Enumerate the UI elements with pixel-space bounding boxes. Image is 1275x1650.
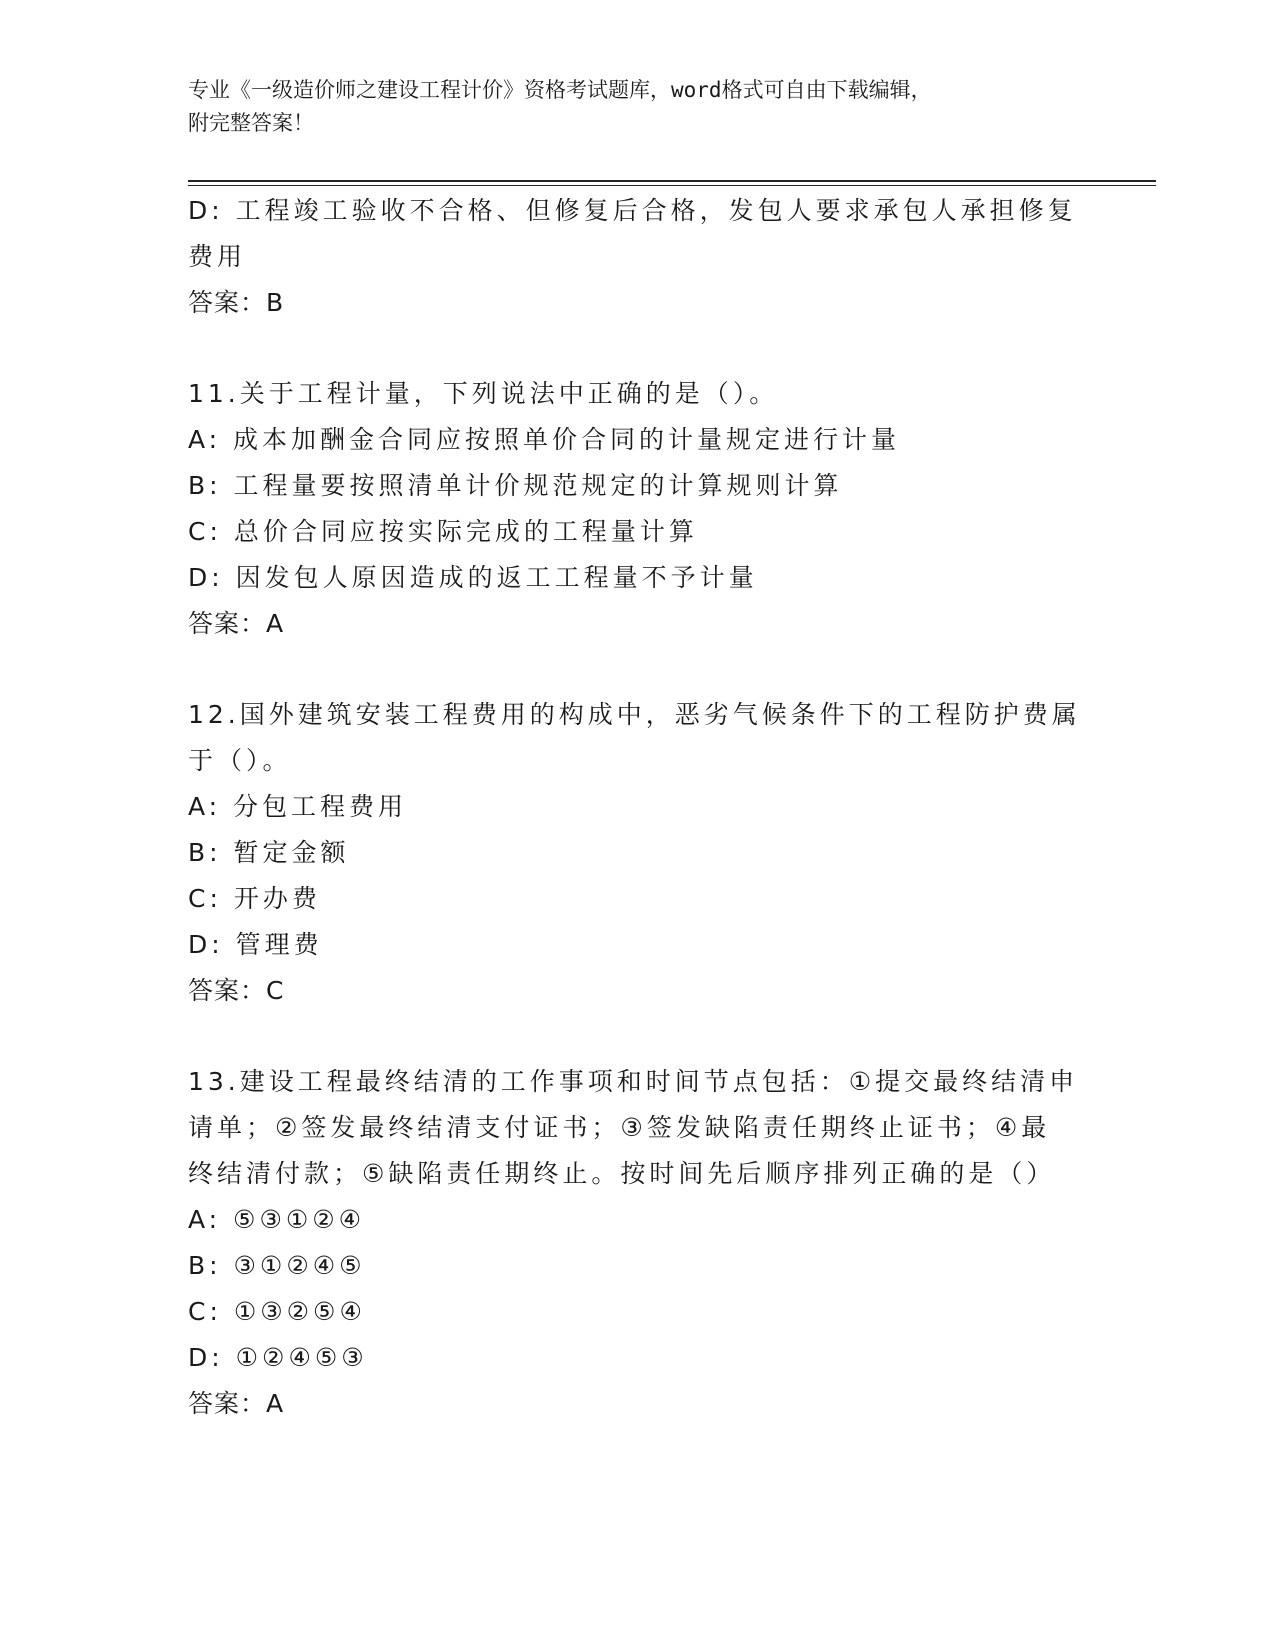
document-header bbox=[188, 74, 1088, 140]
option-d: D: 管理费 bbox=[188, 930, 323, 959]
question-11 bbox=[188, 371, 1088, 647]
header-line-2: 附完整答案！ bbox=[188, 111, 314, 135]
question-13 bbox=[188, 1059, 1088, 1427]
question-list bbox=[188, 188, 1088, 1427]
answer: 答案：A bbox=[188, 609, 285, 638]
question-text-continued: 请单；②签发最终结清支付证书；③签发缺陷责任期终止证书；④最 bbox=[188, 1113, 1051, 1142]
option-a: A: 成本加酬金合同应按照单价合同的计量规定进行计量 bbox=[188, 425, 901, 454]
question-text-continued: 终结清付款；⑤缺陷责任期终止。按时间先后顺序排列正确的是（） bbox=[188, 1159, 1056, 1188]
answer: 答案：A bbox=[188, 1389, 285, 1418]
option-c: C: 总价合同应按实际完成的工程量计算 bbox=[188, 517, 698, 546]
option-b: B: 工程量要按照清单计价规范规定的计算规则计算 bbox=[188, 471, 843, 500]
option-a: A: 分包工程费用 bbox=[188, 792, 408, 821]
question-text: 12.国外建筑安装工程费用的构成中，恶劣气候条件下的工程防护费属 bbox=[188, 700, 1081, 729]
question-text: 13.建设工程最终结清的工作事项和时间节点包括：①提交最终结清申 bbox=[188, 1067, 1079, 1096]
answer: 答案：C bbox=[188, 976, 285, 1005]
spacer bbox=[188, 647, 1088, 692]
option-c: C: 开办费 bbox=[188, 884, 321, 913]
option-d-continued: 费用 bbox=[188, 242, 247, 271]
spacer bbox=[188, 326, 1088, 371]
option-a: A: ⑤③①②④ bbox=[188, 1205, 366, 1234]
question-12 bbox=[188, 692, 1088, 1014]
option-b: B: 暂定金额 bbox=[188, 838, 350, 867]
option-c: C: ①③②⑤④ bbox=[188, 1297, 366, 1326]
option-d: D: ①②④⑤③ bbox=[188, 1343, 368, 1372]
option-d: D: 因发包人原因造成的返工工程量不予计量 bbox=[188, 563, 758, 592]
header-line-1: 专业《一级造价师之建设工程计价》资格考试题库，word格式可自由下载编辑， bbox=[188, 78, 932, 102]
header-divider-thick bbox=[188, 180, 1156, 182]
option-b: B: ③①②④⑤ bbox=[188, 1251, 366, 1280]
question-text: 11.关于工程计量，下列说法中正确的是（）。 bbox=[188, 379, 779, 408]
header-divider-thin bbox=[188, 185, 1156, 186]
question-text-continued: 于（）。 bbox=[188, 746, 292, 775]
answer: 答案：B bbox=[188, 288, 285, 317]
spacer bbox=[188, 1014, 1088, 1059]
question-10-tail bbox=[188, 188, 1088, 326]
option-d: D: 工程竣工验收不合格、但修复后合格，发包人要求承包人承担修复 bbox=[188, 196, 1077, 225]
